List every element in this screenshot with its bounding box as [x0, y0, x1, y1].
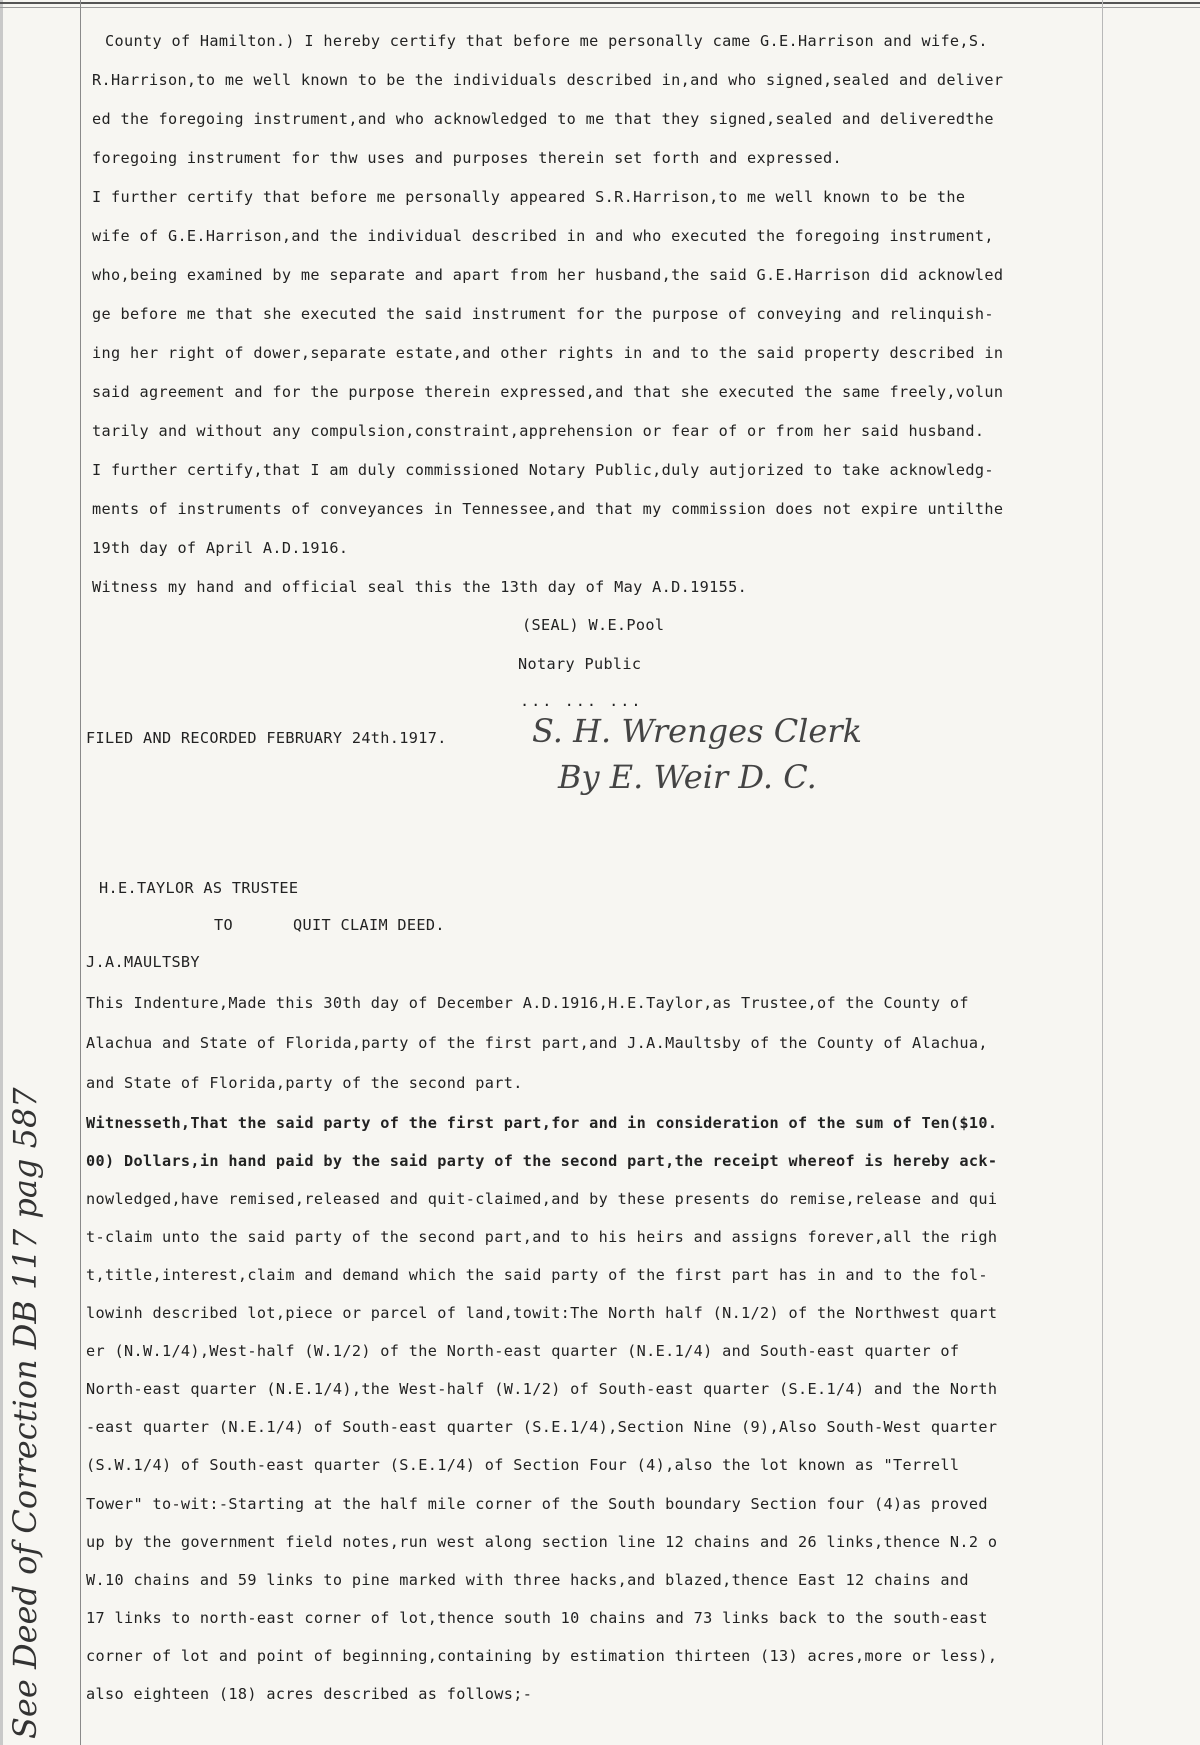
deed-grantor: H.E.TAYLOR AS TRUSTEE: [99, 879, 299, 897]
right-margin-rule: [1102, 0, 1103, 1745]
deed-line: lowinh described lot,piece or parcel of land,towit:The North half (N.1/2) of the Northwest quart: [86, 1304, 998, 1322]
deed-line: Alachua and State of Florida,party of the first part,and J.A.Maultsby of the County of Alachua,: [86, 1034, 988, 1052]
deed-type: QUIT CLAIM DEED.: [293, 916, 445, 934]
cert-line: said agreement and for the purpose therein expressed,and that she executed the same freely,volun: [92, 383, 1004, 401]
deed-line: 17 links to north-east corner of lot,thence south 10 chains and 73 links back to the south-east: [86, 1609, 988, 1627]
cert-line: Witness my hand and official seal this the 13th day of May A.D.19155.: [92, 578, 748, 596]
cert-line: ments of instruments of conveyances in Tennessee,and that my commission does not expire untilthe: [92, 500, 1004, 518]
deed-line: up by the government field notes,run west along section line 12 chains and 26 links,thence N.2 o: [86, 1533, 998, 1551]
deed-line: also eighteen (18) acres described as follows;-: [86, 1685, 533, 1703]
deed-line: This Indenture,Made this 30th day of December A.D.1916,H.E.Taylor,as Trustee,of the County of: [86, 994, 969, 1012]
top-rule-thin: [0, 7, 1200, 8]
cert-line: R.Harrison,to me well known to be the individuals described in,and who signed,sealed and deliver: [92, 71, 1004, 89]
cert-line: foregoing instrument for thw uses and purposes therein set forth and expressed.: [92, 149, 842, 167]
deed-line: -east quarter (N.E.1/4) of South-east quarter (S.E.1/4),Section Nine (9),Also South-West quarter: [86, 1418, 998, 1436]
page-edge: [0, 0, 3, 1745]
cert-line: ge before me that she executed the said instrument for the purpose of conveying and relinquish-: [92, 305, 994, 323]
margin-correction-note: See Deed of Correction DB 117 pag 587: [6, 1087, 44, 1739]
deputy-clerk-signature: By E. Weir D. C.: [558, 758, 817, 796]
deed-line: 00) Dollars,in hand paid by the said party of the second part,the receipt whereof is hereby ack-: [86, 1152, 998, 1170]
notary-title: Notary Public: [518, 655, 642, 673]
clerk-signature: S. H. Wrenges Clerk: [532, 712, 863, 750]
cert-line: I further certify,that I am duly commissioned Notary Public,duly autjorized to take acknowledg-: [92, 461, 994, 479]
deed-line: (S.W.1/4) of South-east quarter (S.E.1/4) of Section Four (4),also the lot known as "Terrell: [86, 1456, 960, 1474]
deed-line: Tower" to-wit:-Starting at the half mile corner of the South boundary Section four (4)as proved: [86, 1495, 988, 1513]
separator-dots: ... ... ...: [520, 692, 643, 710]
deed-line: t,title,interest,claim and demand which the said party of the first part has in and to the fol-: [86, 1266, 988, 1284]
deed-line: er (N.W.1/4),West-half (W.1/2) of the North-east quarter (N.E.1/4) and South-east quarter of: [86, 1342, 960, 1360]
deed-line: t-claim unto the said party of the second part,and to his heirs and assigns forever,all the righ: [86, 1228, 998, 1246]
deed-line: Witnesseth,That the said party of the first part,for and in consideration of the sum of Ten($10.: [86, 1114, 998, 1132]
left-margin-rule: [80, 0, 81, 1745]
cert-line: County of Hamilton.) I hereby certify that before me personally came G.E.Harrison and wife,S.: [105, 32, 988, 50]
notary-seal: (SEAL) W.E.Pool: [522, 616, 665, 634]
cert-line: ed the foregoing instrument,and who acknowledged to me that they signed,sealed and deliveredthe: [92, 110, 994, 128]
deed-to: TO: [214, 916, 233, 934]
deed-line: North-east quarter (N.E.1/4),the West-half (W.1/2) of South-east quarter (S.E.1/4) and the North: [86, 1380, 998, 1398]
cert-line: who,being examined by me separate and apart from her husband,the said G.E.Harrison did acknowled: [92, 266, 1004, 284]
cert-line: 19th day of April A.D.1916.: [92, 539, 349, 557]
deed-line: and State of Florida,party of the second part.: [86, 1074, 523, 1092]
deed-grantee: J.A.MAULTSBY: [86, 953, 200, 971]
cert-line: I further certify that before me personally appeared S.R.Harrison,to me well known to be the: [92, 188, 966, 206]
filed-recorded: FILED AND RECORDED FEBRUARY 24th.1917.: [86, 729, 447, 747]
cert-line: ing her right of dower,separate estate,and other rights in and to the said property described in: [92, 344, 1004, 362]
cert-line: tarily and without any compulsion,constraint,apprehension or fear of or from her said husband.: [92, 422, 985, 440]
top-rule: [0, 2, 1200, 4]
deed-line: W.10 chains and 59 links to pine marked with three hacks,and blazed,thence East 12 chains and: [86, 1571, 969, 1589]
deed-line: corner of lot and point of beginning,containing by estimation thirteen (13) acres,more or less),: [86, 1647, 998, 1665]
deed-line: nowledged,have remised,released and quit-claimed,and by these presents do remise,release and qui: [86, 1190, 998, 1208]
cert-line: wife of G.E.Harrison,and the individual described in and who executed the foregoing instrument,: [92, 227, 994, 245]
